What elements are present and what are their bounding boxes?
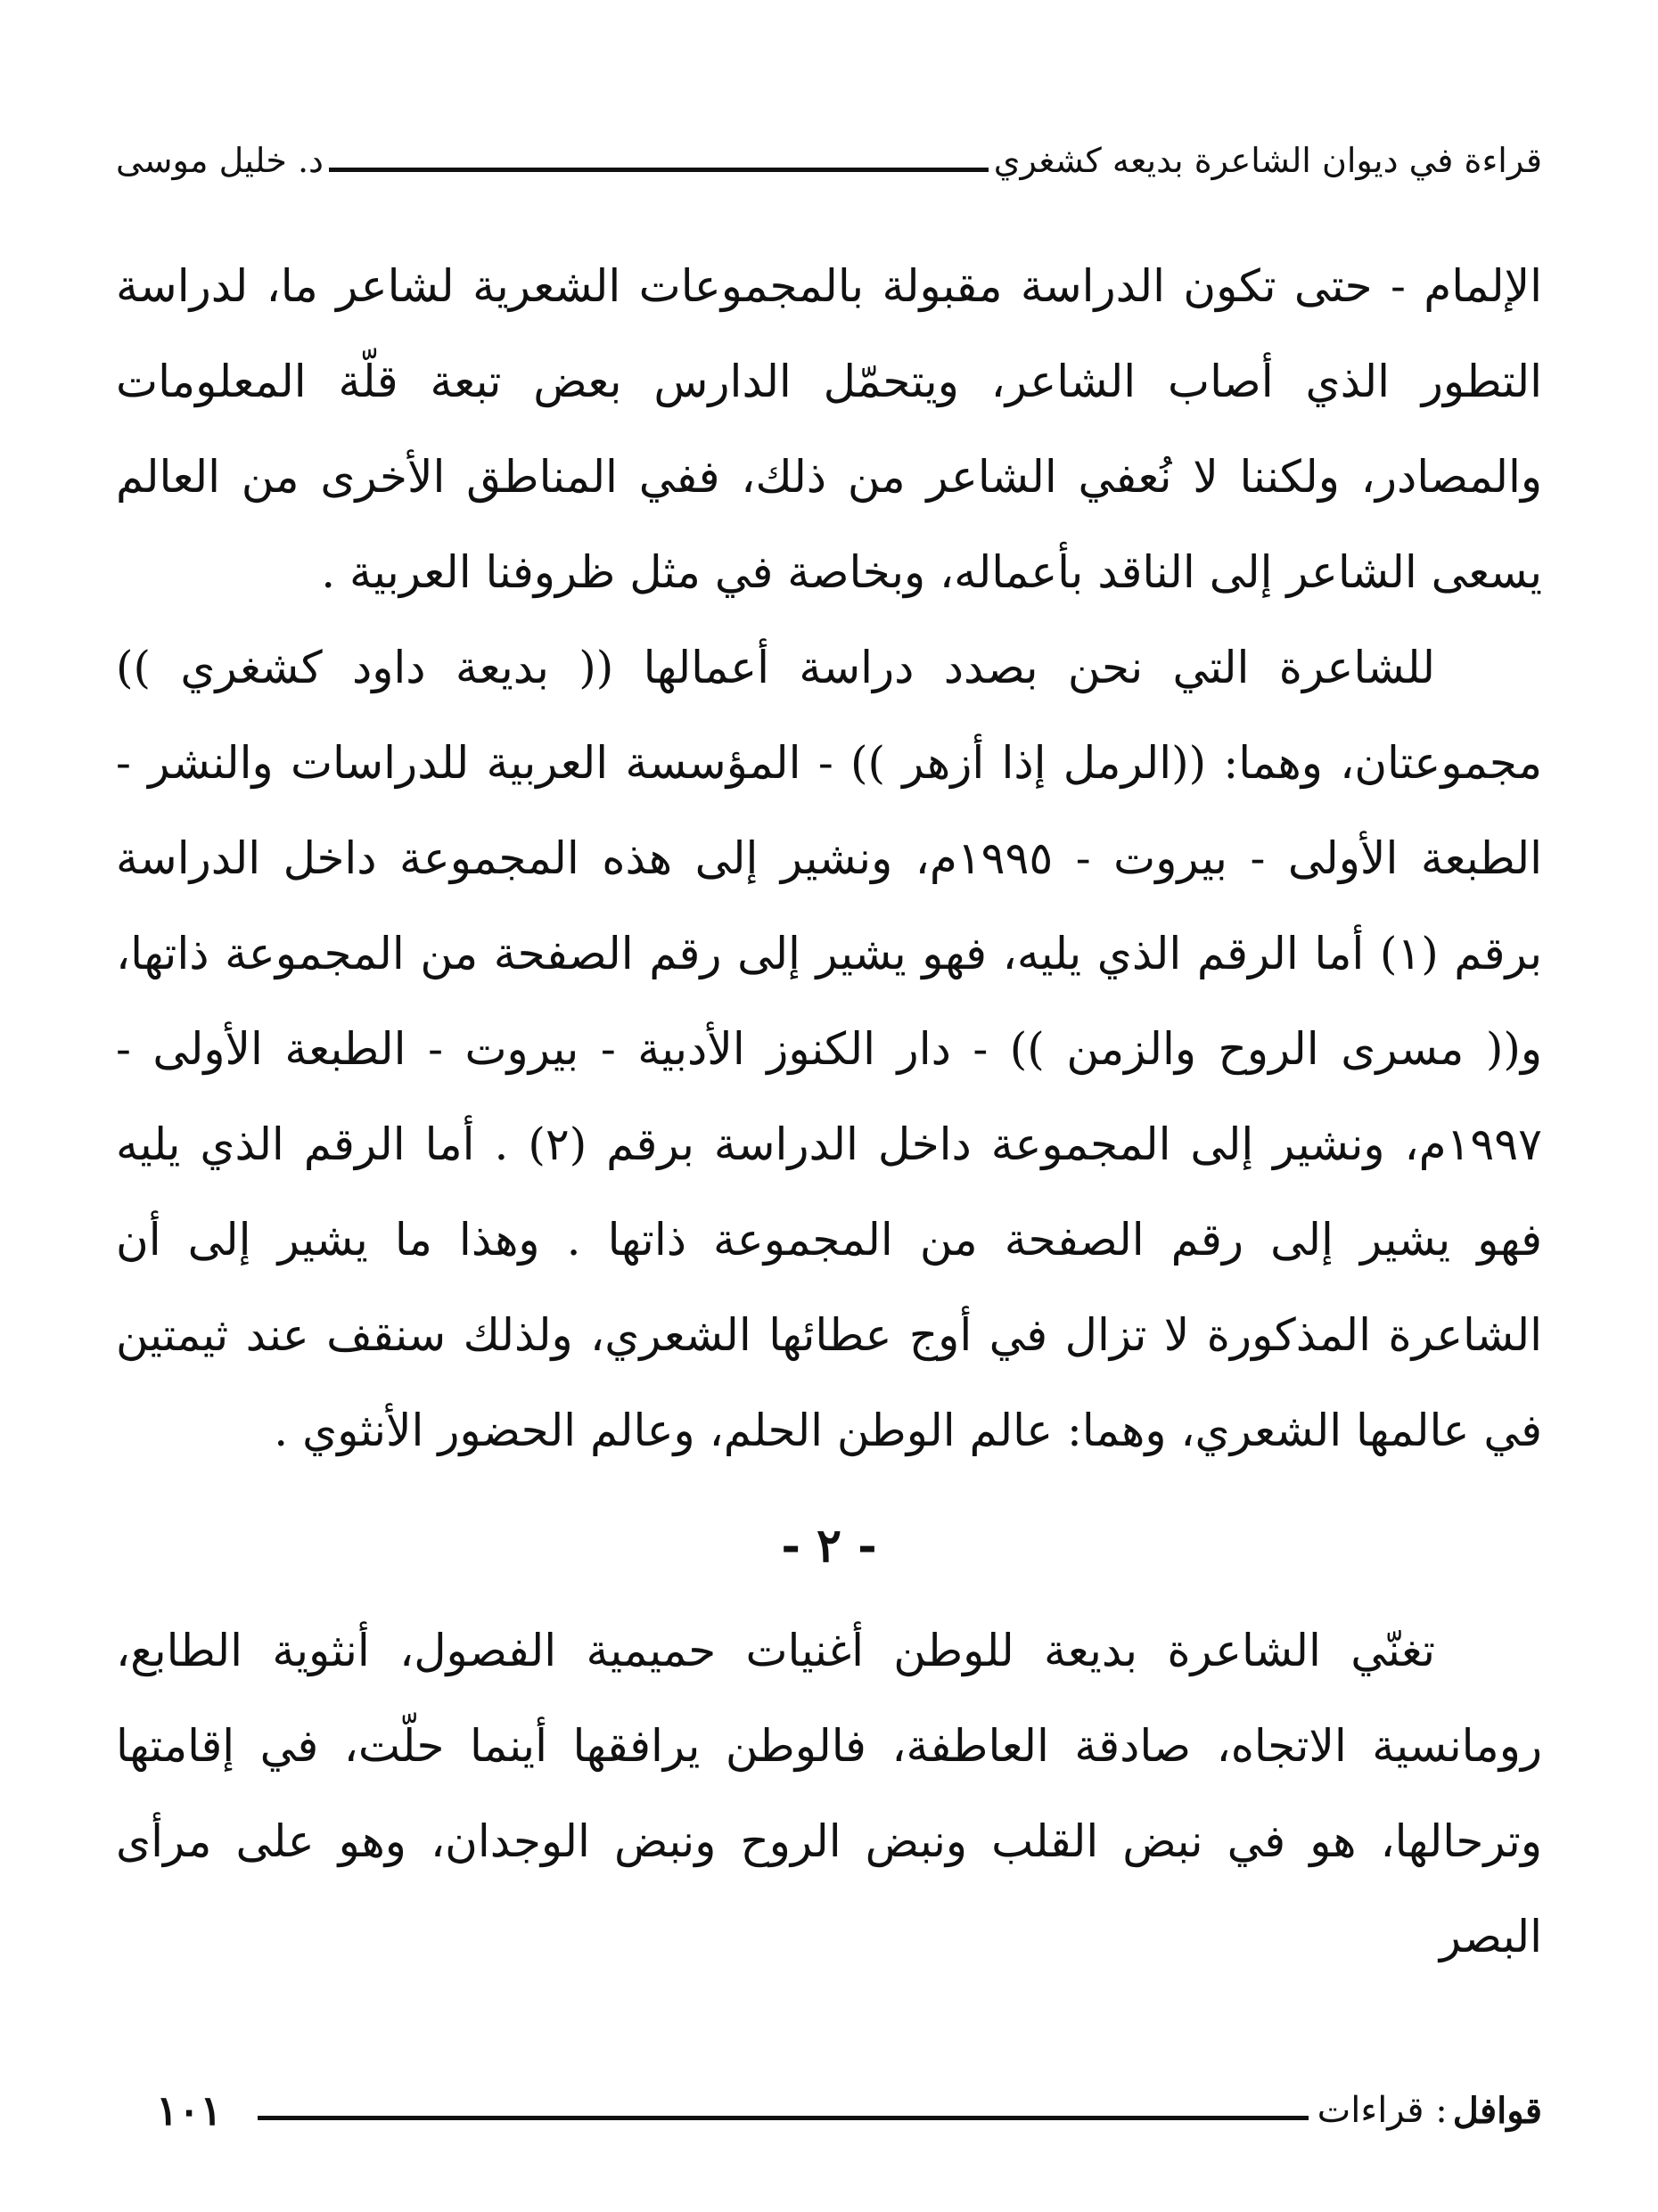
paragraph: للشاعرة التي نحن بصدد دراسة أعمالها (( بديعة داود كشغري )) مجموعتان، وهما: ((الرمل إذا أزهر )) - المؤسسة العربية للدراسات والنشر - الطبعة الأولى - بيروت - ١٩٩٥م، ونشير إلى هذه المجموعة داخل الدراسة برقم (١) أما الرقم الذي يليه، فهو يشير إلى رقم الصفحة من المجموعة ذاتها، و(( مسرى الروح والزمن )) - دار الكنوز الأدبية - بيروت - الطبعة الأولى - ١٩٩٧م، ونشير إلى المجموعة داخل الدراسة برقم (٢) . أما الرقم الذي يليه فهو يشير إلى رقم الصفحة من المجموعة ذاتها . وهذا ما يشير إلى أن الشاعرة المذكورة لا تزال في أوج عطائها الشعري، ولذلك سنقف عند ثيمتين في عالمها الشعري، وهما: عالم الوطن الحلم، وعالم الحضور الأنثوي . — [116, 642, 1543, 1456]
paragraph: تغنّي الشاعرة بديعة للوطن أغنيات حميمية الفصول، أنثوية الطابع، رومانسية الاتجاه، صادقة العاطفة، فالوطن يرافقها أينما حلّت، في إقامتها وترحالها، هو في نبض القلب ونبض الروح ونبض الوجدان، وهو على مرأى البصر — [116, 1625, 1542, 1962]
section-number: - ٢ - — [781, 1519, 877, 1573]
paragraph: الإلمام - حتى تكون الدراسة مقبولة بالمجموعات الشعرية لشاعر ما، لدراسة التطور الذي أصاب الشاعر، ويتحمّل الدارس بعض تبعة قلّة المعلومات والمصادر، ولكننا لا نُعفي الشاعر من ذلك، ففي المناطق الأخرى من العالم يسعى الشاعر إلى الناقد بأعماله، وبخاصة في مثل ظروفنا العربية . — [116, 260, 1542, 598]
author-name: د. خليل موسى — [116, 141, 324, 180]
body-text — [116, 239, 1542, 1985]
section-label: : قراءات — [1317, 2090, 1448, 2131]
journal-name: قوافل — [1452, 2089, 1542, 2132]
running-footer — [156, 2084, 1542, 2137]
header-rule — [329, 168, 989, 172]
running-header — [116, 134, 1542, 187]
article-title: قراءة في ديوان الشاعرة بديعه كشغري — [993, 141, 1542, 180]
footer-rule — [258, 2116, 1308, 2120]
page-number: ١٠١ — [156, 2086, 223, 2134]
